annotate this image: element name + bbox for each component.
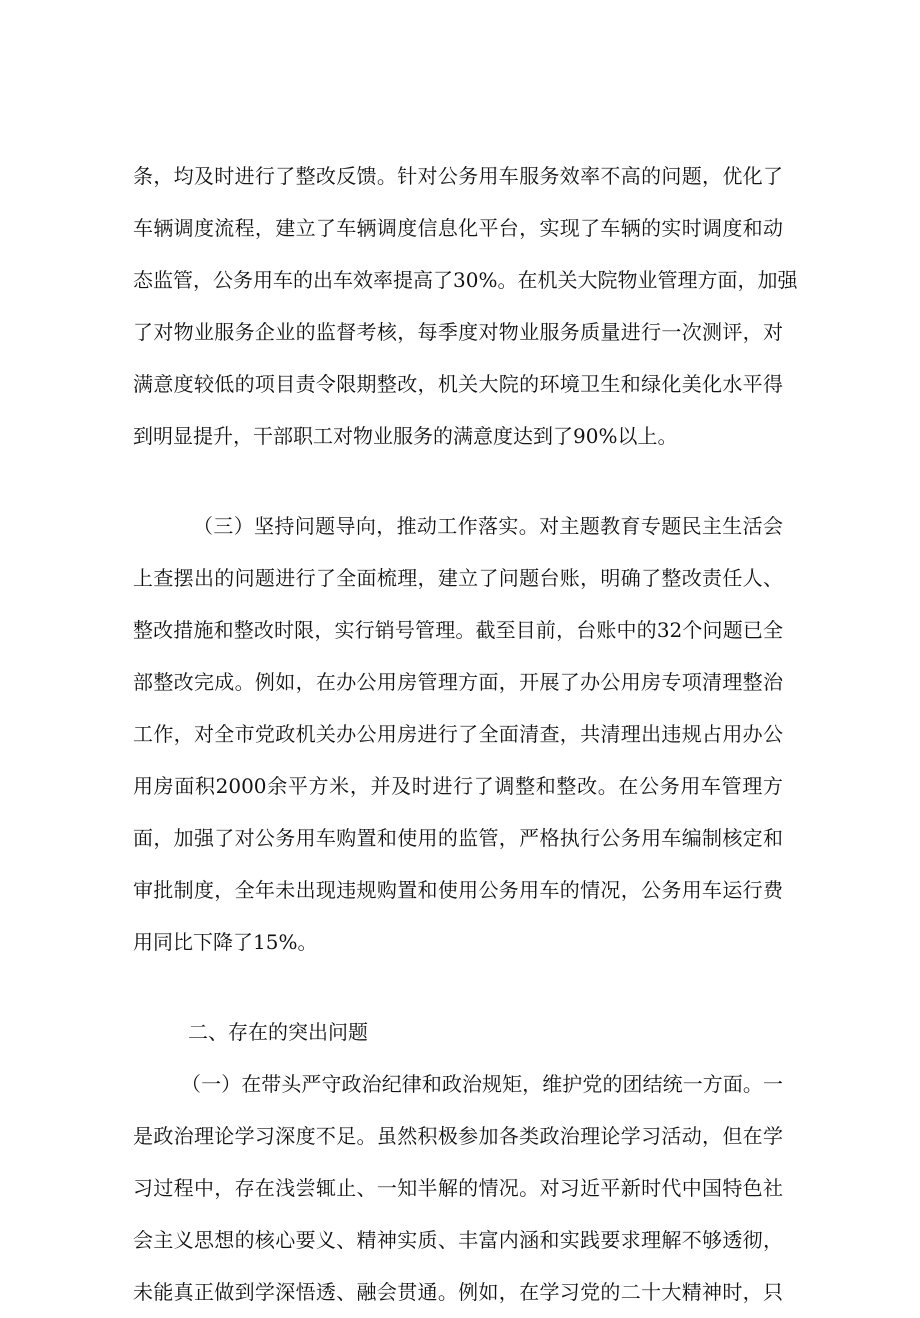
text-line: 用同比下降了15%。 [133, 930, 318, 954]
paragraph-problem-orientation [133, 500, 783, 968]
text-line: （三）坚持问题导向，推动工作落实。对主题教育专题民主生活会 [193, 514, 783, 538]
text-line: 未能真正做到学深悟透、融会贯通。例如，在学习党的二十大精神时，只 [133, 1280, 783, 1304]
text-line: 部整改完成。例如，在办公用房管理方面，开展了办公用房专项清理整治 [133, 670, 783, 694]
text-line: 习过程中，存在浅尝辄止、一知半解的情况。对习近平新时代中国特色社 [133, 1176, 783, 1200]
text-line: 态监管，公务用车的出车效率提高了30%。在机关大院物业管理方面，加强 [133, 268, 798, 292]
paragraph-political-discipline [133, 1058, 783, 1318]
text-line: 到明显提升，干部职工对物业服务的满意度达到了90%以上。 [133, 424, 678, 448]
text-line: 审批制度，全年未出现违规购置和使用公务用车的情况，公务用车运行费 [133, 878, 783, 902]
paragraph-spacer [133, 968, 783, 1006]
document-body [133, 150, 798, 1318]
paragraph-vehicle-property [133, 150, 798, 462]
text-line: 满意度较低的项目责令限期整改，机关大院的环境卫生和绿化美化水平得 [133, 372, 783, 396]
paragraph-spacer [133, 462, 783, 500]
text-line: 条，均及时进行了整改反馈。针对公务用车服务效率不高的问题，优化了 [133, 164, 783, 188]
text-line: 了对物业服务企业的监督考核，每季度对物业服务质量进行一次测评，对 [133, 320, 783, 344]
text-line: 会主义思想的核心要义、精神实质、丰富内涵和实践要求理解不够透彻， [133, 1228, 783, 1252]
text-line: 车辆调度流程，建立了车辆调度信息化平台，实现了车辆的实时调度和动 [133, 216, 783, 240]
text-line: 工作，对全市党政机关办公用房进行了全面清查，共清理出违规占用办公 [133, 722, 783, 746]
text-line: 用房面积2000余平方米，并及时进行了调整和整改。在公务用车管理方 [133, 774, 783, 798]
text-line: （一）在带头严守政治纪律和政治规矩，维护党的团结统一方面。一 [181, 1072, 783, 1096]
text-line: 整改措施和整改时限，实行销号管理。截至目前，台账中的32个问题已全 [133, 618, 783, 642]
text-line: 上查摆出的问题进行了全面梳理，建立了问题台账，明确了整改责任人、 [133, 566, 783, 590]
text-line: 是政治理论学习深度不足。虽然积极参加各类政治理论学习活动，但在学 [133, 1124, 783, 1148]
text-line: 面，加强了对公务用车购置和使用的监管，严格执行公务用车编制核定和 [133, 826, 783, 850]
section-heading [133, 1006, 783, 1058]
section-title: 二、存在的突出问题 [188, 1020, 368, 1044]
